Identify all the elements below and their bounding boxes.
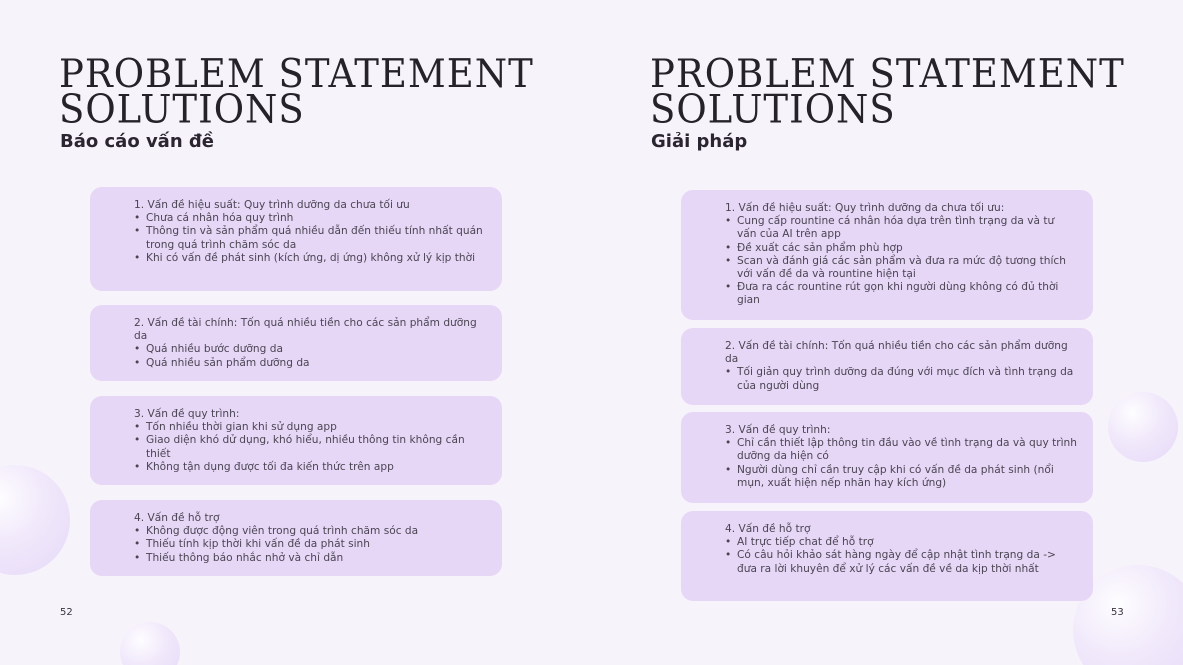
list-item: • Đưa ra các rountine rút gọn khi người dùng không có đủ thời gian [725, 281, 1077, 307]
card-title: 3. Vấn đề quy trình: [134, 408, 240, 420]
page-number: 53 [1111, 607, 1124, 618]
solution-card-finance [681, 328, 1093, 405]
list-item: • Không được động viên trong quá trình chăm sóc da [134, 525, 486, 538]
card-title: 1. Vấn đề hiệu suất: Quy trình dưỡng da chưa tối ưu [134, 199, 410, 211]
problem-card-finance [90, 305, 502, 381]
page-left [0, 0, 591, 665]
card-title: 1. Vấn đề hiệu suất: Quy trình dưỡng da chưa tối ưu: [725, 202, 1005, 214]
list-item: • Tối giản quy trình dưỡng da đúng với mục đích và tình trạng da của người dùng [725, 366, 1077, 392]
list-item: • Scan và đánh giá các sản phẩm và đưa ra mức độ tương thích với vấn đề da và rountine hiện tại [725, 255, 1077, 281]
page-title: PROBLEM STATEMENT SOLUTIONS [650, 51, 1125, 132]
page-right [591, 0, 1182, 665]
solution-card-process [681, 412, 1093, 503]
page-title: PROBLEM STATEMENT SOLUTIONS [59, 51, 534, 132]
list-item: • Chưa cá nhân hóa quy trình [134, 212, 486, 225]
problem-card-performance [90, 187, 502, 291]
page-subtitle: Báo cáo vấn đề [60, 131, 215, 152]
problem-card-process [90, 396, 502, 485]
list-item: • Đề xuất các sản phẩm phù hợp [725, 242, 1077, 255]
problem-card-support [90, 500, 502, 576]
card-title: 2. Vấn đề tài chính: Tốn quá nhiều tiền cho các sản phẩm dưỡng da [725, 340, 1068, 366]
list-item: • Không tận dụng được tối đa kiến thức trên app [134, 461, 486, 474]
list-item: • Giao diện khó dử dụng, khó hiểu, nhiều thông tin không cần thiết [134, 434, 486, 460]
page-subtitle: Giải pháp [651, 131, 748, 152]
list-item: • Thiếu thông báo nhắc nhở và chỉ dẫn [134, 552, 486, 565]
card-title: 3. Vấn đề quy trình: [725, 424, 831, 436]
list-item: • Tốn nhiều thời gian khi sử dụng app [134, 421, 486, 434]
list-item: • AI trực tiếp chat để hỗ trợ [725, 536, 1077, 549]
card-title: 2. Vấn đề tài chính: Tốn quá nhiều tiền cho các sản phẩm dưỡng da [134, 317, 477, 343]
list-item: • Người dùng chỉ cần truy cập khi có vấn đề da phát sinh (nổi mụn, xuất hiện nếp nhăn hay kích ứng) [725, 464, 1077, 490]
solution-card-support [681, 511, 1093, 601]
list-item: • Có câu hỏi khảo sát hàng ngày để cập nhật tình trạng da -> đưa ra lời khuyên để xử lý các vấn đề về da kịp thời nhất [725, 549, 1077, 575]
list-item: • Khi có vấn đề phát sinh (kích ứng, dị ứng) không xử lý kịp thời [134, 252, 486, 265]
list-item: • Quá nhiều sản phẩm dưỡng da [134, 357, 486, 370]
card-title: 4. Vấn đề hỗ trợ [725, 523, 811, 535]
list-item: • Thông tin và sản phẩm quá nhiều dẫn đến thiếu tính nhất quán trong quá trình chăm sóc da [134, 225, 486, 251]
list-item: • Thiếu tính kịp thời khi vấn đề da phát sinh [134, 538, 486, 551]
list-item: • Chỉ cần thiết lập thông tin đầu vào về tình trạng da và quy trình dưỡng da hiện có [725, 437, 1077, 463]
solution-card-performance [681, 190, 1093, 320]
list-item: • Quá nhiều bước dưỡng da [134, 343, 486, 356]
list-item: • Cung cấp rountine cá nhân hóa dựa trên tình trạng da và tư vấn của AI trên app [725, 215, 1077, 241]
card-title: 4. Vấn đề hỗ trợ [134, 512, 220, 524]
page-number: 52 [60, 607, 73, 618]
